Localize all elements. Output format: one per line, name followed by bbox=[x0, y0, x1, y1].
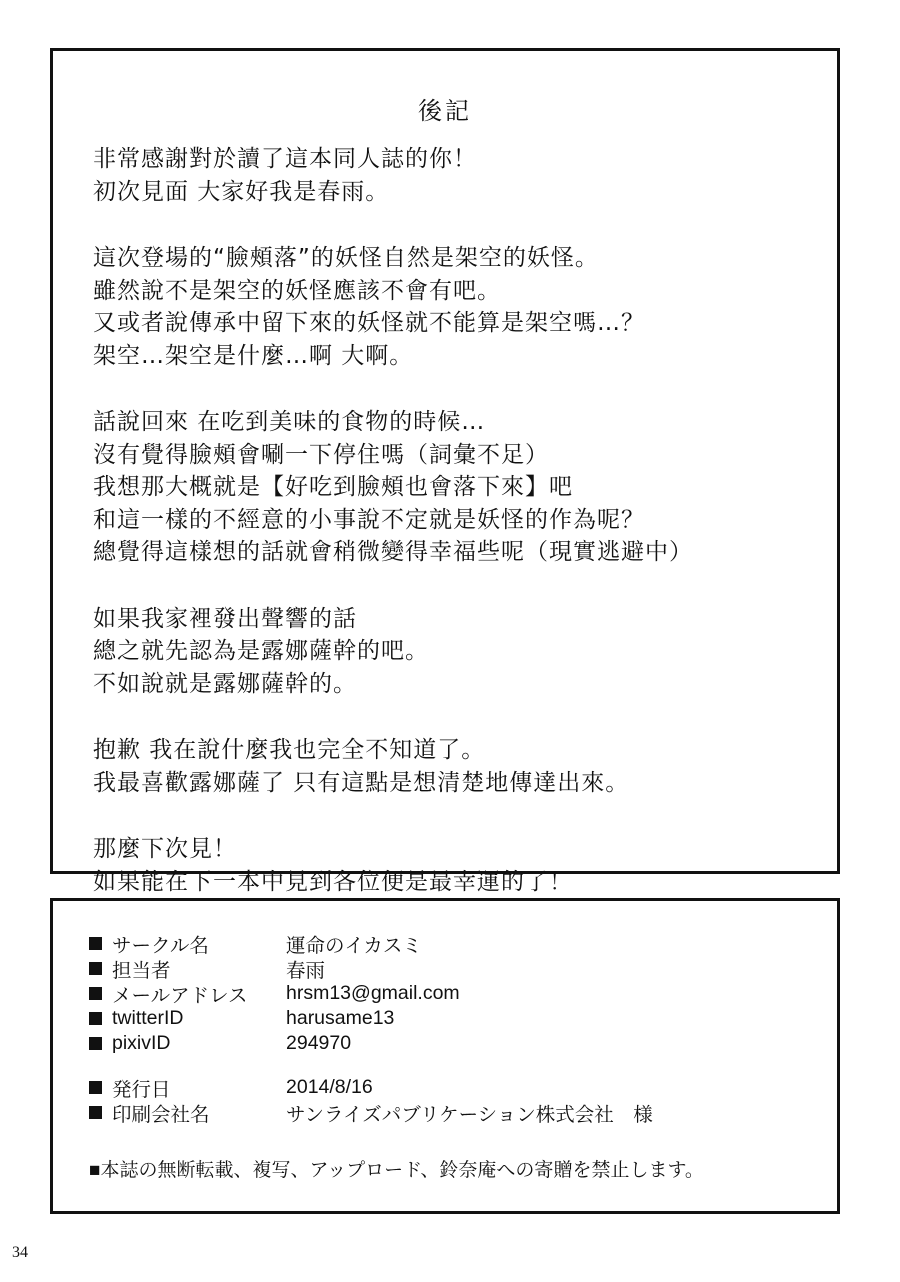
paragraph-lunasa bbox=[93, 603, 813, 701]
credit-value: harusame13 bbox=[286, 1007, 395, 1029]
credit-label: メールアドレス bbox=[112, 984, 248, 1007]
credit-value: 2014/8/16 bbox=[286, 1076, 373, 1098]
text-line: 這次登場的“臉頰落”的妖怪自然是架空的妖怪。 bbox=[93, 245, 599, 271]
paragraph-food bbox=[93, 406, 813, 569]
credit-value: サンライズパブリケーション株式会社 様 bbox=[286, 1103, 653, 1126]
credit-row-pixiv bbox=[89, 1031, 809, 1056]
text-line: 非常感謝對於讀了這本同人誌的你！ bbox=[93, 146, 477, 172]
text-line: 雖然說不是架空的妖怪應該不會有吧。 bbox=[93, 277, 501, 304]
square-bullet-icon bbox=[89, 1037, 102, 1050]
text-line: 那麼下次見！ bbox=[93, 836, 237, 862]
credits-box bbox=[50, 898, 840, 1214]
paragraph-farewell bbox=[93, 833, 813, 898]
square-bullet-icon bbox=[89, 1081, 102, 1094]
square-bullet-icon bbox=[89, 1106, 102, 1119]
text-line: 沒有覺得臉頰會唰一下停住嗎（詞彙不足） bbox=[93, 441, 549, 468]
text-line: 如果能在下一本中見到各位便是最幸運的了！ bbox=[93, 868, 573, 895]
square-bullet-icon bbox=[89, 1012, 102, 1025]
afterword-title: 後記 bbox=[418, 97, 472, 125]
text-line: 不如說就是露娜薩幹的。 bbox=[93, 670, 357, 697]
text-line: 我想那大概就是【好吃到臉頰也會落下來】吧 bbox=[93, 474, 573, 500]
afterword-box bbox=[50, 48, 840, 895]
credit-value: 春雨 bbox=[286, 959, 326, 982]
credit-label: pixivID bbox=[112, 1032, 171, 1054]
credit-row-circle bbox=[89, 931, 809, 956]
credit-row-author bbox=[89, 956, 809, 981]
credit-value: 294970 bbox=[286, 1032, 352, 1054]
text-line: 和這一樣的不經意的小事說不定就是妖怪的作為呢？ bbox=[93, 506, 645, 533]
credit-label: 担当者 bbox=[112, 959, 171, 982]
text-line: 抱歉 我在說什麼我也完全不知道了。 bbox=[93, 737, 486, 763]
text-line: 我最喜歡露娜薩了 只有這點是想清楚地傳達出來。 bbox=[93, 769, 630, 796]
text-line: 架空…架空是什麼…啊 大啊。 bbox=[93, 342, 414, 369]
credit-label: 発行日 bbox=[112, 1078, 171, 1101]
text-line: 話說回來 在吃到美味的食物的時候… bbox=[93, 409, 486, 435]
paragraph-greeting bbox=[93, 143, 813, 208]
credit-value: 運命のイカスミ bbox=[286, 934, 422, 957]
text-line: 總之就先認為是露娜薩幹的吧。 bbox=[93, 638, 429, 664]
credits-list bbox=[89, 931, 809, 1125]
paragraph-youkai bbox=[93, 242, 813, 372]
text-line: 初次見面 大家好我是春雨。 bbox=[93, 178, 390, 205]
square-bullet-icon bbox=[89, 962, 102, 975]
afterword-body bbox=[93, 143, 813, 932]
copyright-notice: ■本誌の無断転載、複写、アップロード、鈴奈庵への寄贈を禁止します。 bbox=[89, 1160, 704, 1181]
text-line: 總覺得這樣想的話就會稍微變得幸福些呢（現實逃避中） bbox=[93, 539, 693, 565]
square-bullet-icon bbox=[89, 937, 102, 950]
text-line: 又或者說傳承中留下來的妖怪就不能算是架空嗎…？ bbox=[93, 310, 645, 336]
paragraph-apology bbox=[93, 734, 813, 799]
page-number: 34 bbox=[12, 1244, 28, 1261]
square-bullet-icon bbox=[89, 987, 102, 1000]
credit-row-printer bbox=[89, 1100, 809, 1125]
credit-row-twitter bbox=[89, 1006, 809, 1031]
credit-value: hrsm13@gmail.com bbox=[286, 982, 460, 1004]
text-line: 如果我家裡發出聲響的話 bbox=[93, 605, 357, 632]
credit-label: 印刷会社名 bbox=[112, 1103, 210, 1126]
credit-label: サークル名 bbox=[112, 934, 209, 957]
credit-row-email bbox=[89, 981, 809, 1006]
credit-row-date bbox=[89, 1075, 809, 1100]
credit-label: twitterID bbox=[112, 1007, 184, 1029]
